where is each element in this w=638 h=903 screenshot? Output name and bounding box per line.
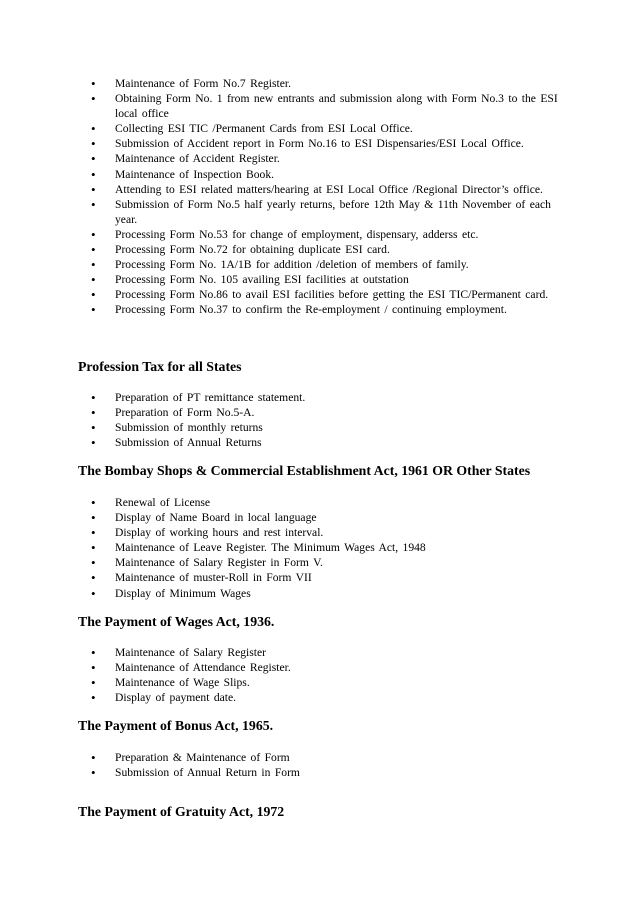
list-item: • Submission of Annual Returns xyxy=(0,435,638,450)
list-item: • Maintenance of Salary Register in Form V. xyxy=(0,555,638,570)
list-item: • Processing Form No.72 for obtaining duplicate ESI card. xyxy=(0,242,638,257)
list-item: • Processing Form No. 1A/1B for addition /deletion of members of family. xyxy=(0,257,638,272)
list-item: • Maintenance of Wage Slips. xyxy=(0,675,638,690)
list-item: • Submission of monthly returns xyxy=(0,420,638,435)
list-item: • Maintenance of Inspection Book. xyxy=(0,167,638,182)
list-item: • Maintenance of Accident Register. xyxy=(0,151,638,166)
list-item: • Preparation of PT remittance statement. xyxy=(0,390,638,405)
list-item: • Preparation & Maintenance of Form xyxy=(0,750,638,765)
profession-tax-list xyxy=(0,390,638,450)
list-item: • Display of working hours and rest interval. xyxy=(0,525,638,540)
section-heading-payment-of-bonus: The Payment of Bonus Act, 1965. xyxy=(78,718,274,733)
shops-establishment-list xyxy=(0,495,638,601)
list-item: • Display of Minimum Wages xyxy=(0,586,638,601)
section-heading-profession-tax: Profession Tax for all States xyxy=(78,359,242,374)
list-item: • Collecting ESI TIC /Permanent Cards from ESI Local Office. xyxy=(0,121,638,136)
list-item: • Processing Form No.53 for change of employment, dispensary, adderss etc. xyxy=(0,227,638,242)
section-heading-payment-of-gratuity: The Payment of Gratuity Act, 1972 xyxy=(78,804,285,819)
list-item: • Display of payment date. xyxy=(0,690,638,705)
list-item: • Display of Name Board in local language xyxy=(0,510,638,525)
list-item: • Renewal of License xyxy=(0,495,638,510)
payment-of-wages-list xyxy=(0,645,638,705)
list-item: • Processing Form No.37 to confirm the Re-employment / continuing employment. xyxy=(0,302,638,317)
section-heading-shops-establishment: The Bombay Shops & Commercial Establishment Act, 1961 OR Other States xyxy=(78,463,531,478)
payment-of-bonus-list xyxy=(0,750,638,780)
list-item: • Processing Form No. 105 availing ESI facilities at outstation xyxy=(0,272,638,287)
list-item: • Obtaining Form No. 1 from new entrants and submission along with Form No.3 to the ESI local office xyxy=(0,91,638,121)
list-item: • Submission of Annual Return in Form xyxy=(0,765,638,780)
list-item: • Maintenance of Salary Register xyxy=(0,645,638,660)
list-item: • Maintenance of Form No.7 Register. xyxy=(0,76,638,91)
esi-list xyxy=(0,76,638,318)
list-item: • Preparation of Form No.5-A. xyxy=(0,405,638,420)
list-item: • Maintenance of Leave Register. The Minimum Wages Act, 1948 xyxy=(0,540,638,555)
list-item: • Maintenance of Attendance Register. xyxy=(0,660,638,675)
list-item: • Submission of Accident report in Form No.16 to ESI Dispensaries/ESI Local Office. xyxy=(0,136,638,151)
list-item: • Processing Form No.86 to avail ESI facilities before getting the ESI TIC/Permanent card. xyxy=(0,287,638,302)
list-item: • Attending to ESI related matters/hearing at ESI Local Office /Regional Director’s office. xyxy=(0,182,638,197)
section-heading-payment-of-wages: The Payment of Wages Act, 1936. xyxy=(78,614,275,629)
list-item: • Submission of Form No.5 half yearly returns, before 12th May & 11th November of each year. xyxy=(0,197,638,227)
list-item: • Maintenance of muster-Roll in Form VII xyxy=(0,570,638,585)
